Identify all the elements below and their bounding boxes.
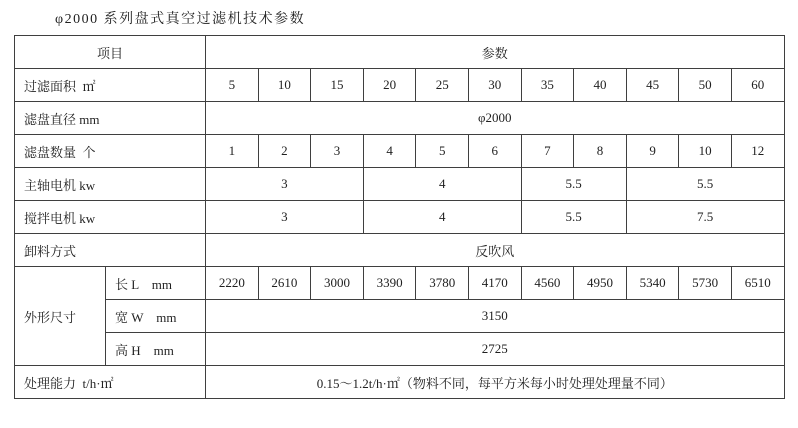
height-value: 2725: [206, 333, 785, 366]
disc-count-value: 1: [206, 135, 259, 168]
disc-count-value: 9: [626, 135, 679, 168]
length-value: 4950: [574, 267, 627, 300]
disc-count-value: 3: [311, 135, 364, 168]
disc-count-value: 8: [574, 135, 627, 168]
header-item: 项目: [15, 36, 206, 69]
disc-count-value: 5: [416, 135, 469, 168]
capacity-row: [15, 366, 785, 399]
filter-area-value: 30: [468, 69, 521, 102]
filter-area-row: [15, 69, 785, 102]
length-value: 3780: [416, 267, 469, 300]
spec-table: [14, 35, 785, 399]
header-params: 参数: [206, 36, 785, 69]
main-motor-value: 5.5: [521, 168, 626, 201]
length-value: 2220: [206, 267, 259, 300]
header-row: [15, 36, 785, 69]
length-value: 4560: [521, 267, 574, 300]
discharge-label: 卸料方式: [15, 234, 206, 267]
main-motor-label: 主轴电机 kw: [15, 168, 206, 201]
dimension-height-row: [15, 333, 785, 366]
height-label: 高 H mm: [106, 333, 206, 366]
agitator-motor-label: 搅拌电机 kw: [15, 201, 206, 234]
main-motor-value: 4: [363, 168, 521, 201]
disc-count-value: 7: [521, 135, 574, 168]
length-value: 5730: [679, 267, 732, 300]
page-title: φ2000 系列盘式真空过滤机技术参数: [55, 12, 306, 27]
dimension-length-row: [15, 267, 785, 300]
disc-count-value: 10: [679, 135, 732, 168]
disc-diameter-value: φ2000: [206, 102, 785, 135]
capacity-label: 处理能力 t/h·㎡: [15, 366, 206, 399]
filter-area-value: 60: [731, 69, 784, 102]
capacity-value: 0.15～1.2t/h·㎡（物料不同，每平方米每小时处理处理量不同）: [206, 366, 785, 399]
filter-area-value: 20: [363, 69, 416, 102]
agitator-motor-row: [15, 201, 785, 234]
length-label: 长 L mm: [106, 267, 206, 300]
disc-count-label: 滤盘数量 个: [15, 135, 206, 168]
filter-area-label: 过滤面积 ㎡: [15, 69, 206, 102]
filter-area-value: 5: [206, 69, 259, 102]
disc-count-value: 6: [468, 135, 521, 168]
disc-count-value: 12: [731, 135, 784, 168]
agitator-motor-value: 5.5: [521, 201, 626, 234]
main-motor-row: [15, 168, 785, 201]
width-value: 3150: [206, 300, 785, 333]
disc-diameter-label: 滤盘直径 mm: [15, 102, 206, 135]
filter-area-value: 25: [416, 69, 469, 102]
disc-count-row: [15, 135, 785, 168]
discharge-row: [15, 234, 785, 267]
length-value: 3390: [363, 267, 416, 300]
disc-count-value: 4: [363, 135, 416, 168]
filter-area-value: 50: [679, 69, 732, 102]
filter-area-value: 10: [258, 69, 311, 102]
length-value: 4170: [468, 267, 521, 300]
discharge-value: 反吹风: [206, 234, 785, 267]
agitator-motor-value: 7.5: [626, 201, 784, 234]
disc-diameter-row: [15, 102, 785, 135]
length-value: 2610: [258, 267, 311, 300]
length-value: 6510: [731, 267, 784, 300]
filter-area-value: 35: [521, 69, 574, 102]
main-motor-value: 3: [206, 168, 364, 201]
dimension-width-row: [15, 300, 785, 333]
disc-count-value: 2: [258, 135, 311, 168]
dimensions-label: 外形尺寸: [15, 267, 106, 366]
main-motor-value: 5.5: [626, 168, 784, 201]
filter-area-value: 40: [574, 69, 627, 102]
filter-area-value: 15: [311, 69, 364, 102]
filter-area-value: 45: [626, 69, 679, 102]
length-value: 5340: [626, 267, 679, 300]
width-label: 宽 W mm: [106, 300, 206, 333]
length-value: 3000: [311, 267, 364, 300]
agitator-motor-value: 3: [206, 201, 364, 234]
agitator-motor-value: 4: [363, 201, 521, 234]
